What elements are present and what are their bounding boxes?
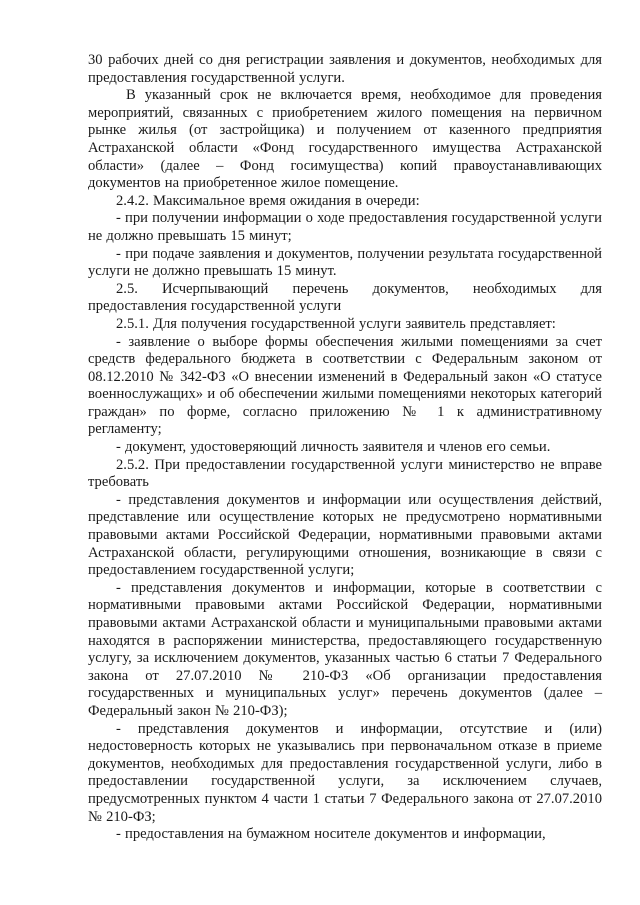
list-item: - документ, удостоверяющий личность заявителя и членов его семьи.: [116, 439, 551, 456]
paragraph-1: 30 рабочих дней со дня регистрации заявления и документов, необходимых для предоставления государственной услуги.: [88, 52, 602, 86]
paragraph-2: В указанный срок не включается время, необходимое для проведения мероприятий, связанных с приобретением жилого помещения на первичном рынке жилья (от застройщика) и получением от казенного предприятия Астраханской области «Фонд государственного имущества Астраханской области» (далее – Фонд госимущества) копий правоустанавливающих документов на приобретенное жилое помещение.: [88, 87, 602, 192]
section-2-5-heading: 2.5. Исчерпывающий перечень документов, необходимых для предоставления государственной услуги: [88, 280, 602, 315]
list-item: - при подаче заявления и документов, получении результата государственной услуги не должно превышать 15 минут.: [88, 245, 602, 280]
list-item: - представления документов и информации, которые в соответствии с нормативными правовыми актами Российской Федерации, нормативными правовыми актами Астраханской области и муниципальными правовыми актами находятся в распоряжении министерства, предоставляющего государственную услугу, за исключением документов, указанных частью 6 статьи 7 Федерального закона от 27.07.2010 № 210-ФЗ «Об организации предоставления государственных и муниципальных услуг» перечень документов (далее – Федеральный закон № 210-ФЗ);: [88, 579, 602, 719]
list-item: - представления документов и информации, отсутствие и (или) недостоверность которых не указывались при первоначальном отказе в приеме документов, необходимых для предоставления государственной услуги, либо в предоставлении государственной услуги, за исключением случаев, предусмотренных пунктом 4 части 1 статьи 7 Федерального закона от 27.07.2010 № 210-ФЗ;: [88, 720, 602, 825]
section-2-4-2-heading: 2.4.2. Максимальное время ожидания в очереди:: [116, 192, 420, 209]
section-2-5-2-heading: 2.5.2. При предоставлении государственной услуги министерство не вправе требовать: [88, 456, 602, 491]
list-item: - заявление о выборе формы обеспечения жилыми помещениями за счет средств федерального бюджета в соответствии с Федеральным законом от 08.12.2010 № 342-ФЗ «О внесении изменений в Федеральный закон «О статусе военнослужащих» и об обеспечении жилыми помещениями некоторых категорий граждан» по форме, согласно приложению № 1 к административному регламенту;: [88, 333, 602, 438]
list-item: - предоставления на бумажном носителе документов и информации,: [116, 826, 546, 843]
list-item: - представления документов и информации или осуществления действий, представление или осуществление которых не предусмотрено нормативными правовыми актами Российской Федерации, нормативными правовыми актами Астраханской области, регулирующими отношения, возникающие в связи с предоставлением государственной услуги;: [88, 491, 602, 579]
list-item: - при получении информации о ходе предоставления государственной услуги не должно превышать 15 минут;: [88, 210, 602, 244]
section-2-5-1-heading: 2.5.1. Для получения государственной услуги заявитель представляет:: [116, 315, 556, 332]
